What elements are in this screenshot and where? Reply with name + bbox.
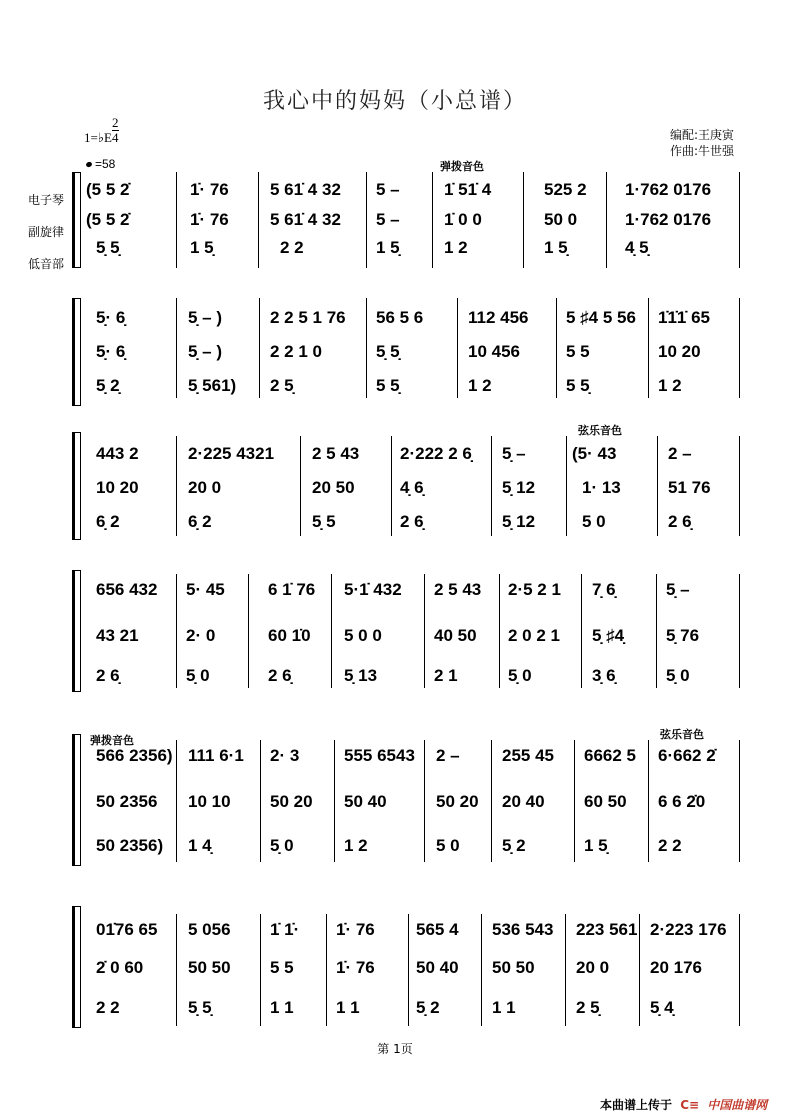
score-system-1 (72, 172, 772, 268)
barline (331, 574, 332, 688)
measure: 5̣ 5̣ (376, 342, 400, 361)
system-bracket (72, 432, 80, 540)
measure: 5̣ 561) (188, 376, 237, 395)
barline (424, 574, 425, 688)
system-bracket (72, 734, 80, 866)
timbre-mark-pluck: 弹拨音色 (90, 734, 134, 747)
measure: 112 456 (468, 308, 529, 327)
footer-brand[interactable]: 中国曲谱网 (707, 1098, 768, 1112)
measure: 2 6̣ (668, 512, 692, 531)
time-signature (112, 116, 119, 145)
measure: 5̣· 6̣ (96, 308, 126, 327)
measure: 5 056 (188, 920, 231, 939)
measure: 10 10 (188, 792, 231, 811)
measure: 2 6̣ (268, 666, 292, 685)
measure: 10 20 (96, 478, 139, 497)
barline (499, 574, 500, 688)
barline (260, 914, 261, 1026)
barline (739, 740, 740, 862)
measure: 5̣ 5 (312, 512, 336, 531)
measure: 6 6 2̇0 (658, 792, 706, 811)
barline (176, 574, 177, 688)
measure: 5̣ 76 (666, 626, 700, 645)
measure: 1 2 (344, 836, 368, 855)
measure: 2̇ 0 60 (96, 958, 144, 977)
barline (491, 740, 492, 862)
measure: 5 – (376, 180, 400, 199)
measure: 656 432 (96, 580, 158, 599)
timbre-mark-strings: 弦乐音色 (660, 728, 704, 741)
measure: 5̣ 2 (416, 998, 440, 1017)
measure: 5 ♯4 5 56 (566, 308, 636, 327)
measure: 1 5̣ (190, 238, 214, 257)
barline (739, 574, 740, 688)
barline (366, 298, 367, 398)
measure: 2 – (436, 746, 460, 765)
barline (258, 172, 259, 268)
barline (648, 298, 649, 398)
barline (657, 436, 658, 536)
measure: 5̣ 0 (270, 836, 294, 855)
measure: 3̣ 6̣ (592, 666, 616, 685)
measure: 1 1 (492, 998, 516, 1017)
measure: 5·1̇ 432 (344, 580, 402, 599)
barline (408, 914, 409, 1026)
measure: 6̣ 2 (188, 512, 212, 531)
measure: 60 50 (584, 792, 627, 811)
measure: (5 5 2̇ (86, 210, 130, 229)
barline (606, 172, 607, 268)
measure: 565 4 (416, 920, 459, 939)
barline (391, 436, 392, 536)
barline (739, 436, 740, 536)
barline (481, 914, 482, 1026)
score-system-6 (72, 906, 772, 1028)
measure: 1·762 0176 (625, 210, 712, 229)
measure: 2·223 176 (650, 920, 727, 939)
part-label-bass: 低音部 (28, 257, 65, 271)
barline (334, 740, 335, 862)
measure: 2 2 (658, 836, 682, 855)
part-labels (28, 184, 64, 280)
measure: 60 1̇0 (268, 626, 311, 645)
measure: 5 0 (436, 836, 460, 855)
barline (739, 298, 740, 398)
page-number: 第 1页 (377, 1042, 413, 1056)
tempo-marking (86, 157, 115, 171)
measure: 2 5 43 (312, 444, 360, 463)
measure: 5̣ 0 (666, 666, 690, 685)
measure: 1 2 (468, 376, 492, 395)
measure: 1 2 (444, 238, 468, 257)
measure: 1 5̣ (544, 238, 568, 257)
measure: 2 5̣ (576, 998, 600, 1017)
measure: 5 5 (270, 958, 294, 977)
measure: (5 5 2̇ (86, 180, 130, 199)
arranger-credit: 编配:王庚寅 (670, 128, 735, 142)
measure: 10 20 (658, 342, 701, 361)
measure: 50 20 (270, 792, 313, 811)
measure: 1̇· 76 (336, 920, 375, 939)
measure: 2· 3 (270, 746, 300, 765)
measure: 1̇· 76 (190, 180, 229, 199)
barline (432, 172, 433, 268)
barline (176, 740, 177, 862)
measure: 2 5̣ (270, 376, 294, 395)
measure: 4̣ 5̣ (625, 238, 649, 257)
measure: 525 2 (544, 180, 587, 199)
measure: 2 – (668, 444, 692, 463)
measure: 2· 0 (186, 626, 216, 645)
measure: 5 5̣ (376, 376, 400, 395)
measure: 20 0 (188, 478, 222, 497)
barline (574, 740, 575, 862)
measure: 5̣ 13 (344, 666, 378, 685)
barline (565, 914, 566, 1026)
measure: 2·225 4321 (188, 444, 275, 463)
measure: 50 40 (344, 792, 387, 811)
measure: 43 21 (96, 626, 139, 645)
measure: 1 5̣ (376, 238, 400, 257)
measure: 5̣ – (666, 580, 690, 599)
measure: 555 6543 (344, 746, 415, 765)
measure: 5̣ – (502, 444, 526, 463)
system-line (80, 172, 81, 268)
measure: 20 176 (650, 958, 702, 977)
barline (176, 298, 177, 398)
measure: 111 6·1 (188, 746, 244, 765)
time-bottom: 4 (112, 130, 119, 145)
measure: 5̣ 5̣ (96, 238, 120, 257)
barline (259, 298, 260, 398)
measure: 1 5̣ (584, 836, 608, 855)
score-system-3 (72, 432, 772, 540)
measure: 5· 45 (186, 580, 225, 599)
barline (556, 298, 557, 398)
measure: 1̇ 1̇· (270, 920, 300, 939)
measure: 2·222 2 6̣ (400, 444, 472, 463)
barline (581, 574, 582, 688)
measure: 443 2 (96, 444, 139, 463)
measure: 56 5 6 (376, 308, 424, 327)
measure: 6̣ 2 (96, 512, 120, 531)
measure: 50 2356 (96, 792, 158, 811)
measure: 5̣ 12 (502, 512, 536, 531)
measure: 5̣ 0 (186, 666, 210, 685)
barline (260, 740, 261, 862)
system-line (80, 570, 81, 692)
credits (670, 127, 734, 159)
system-line (80, 298, 81, 406)
site-logo-icon: C≡ (680, 1098, 700, 1112)
barline (300, 436, 301, 536)
measure: 5 61̇ 4 32 (270, 180, 341, 199)
measure: 536 543 (492, 920, 554, 939)
part-label-keyboard: 电子琴 (28, 193, 65, 207)
measure: 1· 13 (582, 478, 621, 497)
quarter-note-icon (85, 161, 93, 168)
measure: 5̣ 5̣ (188, 998, 212, 1017)
measure: 1 1 (336, 998, 360, 1017)
measure: 5 5 (566, 342, 590, 361)
measure: 6·662 2̇ (658, 746, 716, 765)
measure: 6 1̇ 76 (268, 580, 316, 599)
measure: 5 0 (582, 512, 606, 531)
measure: 4̣ 6̣ (400, 478, 424, 497)
barline (648, 740, 649, 862)
measure: 5̣ ♯4̣ (592, 626, 625, 645)
measure: 2 5 43 (434, 580, 482, 599)
time-top: 2 (112, 115, 119, 130)
measure: 1̇ 0 0 (444, 210, 482, 229)
measure: 223 561 (576, 920, 638, 939)
measure: 50 50 (188, 958, 231, 977)
measure: 7̣ 6̣ (592, 580, 616, 599)
measure: 40 50 (434, 626, 477, 645)
measure: 2 2 5 1 76 (270, 308, 346, 327)
system-bracket (72, 298, 80, 406)
measure: 5̣ 0 (508, 666, 532, 685)
measure: 1̇ 51̇ 4 (444, 180, 492, 199)
measure: 2·5 2 1 (508, 580, 561, 599)
measure: 255 45 (502, 746, 554, 765)
measure: 5̣ 4̣ (650, 998, 674, 1017)
barline (523, 172, 524, 268)
barline (326, 914, 327, 1026)
score-system-2 (72, 298, 772, 406)
measure: 51 76 (668, 478, 711, 497)
measure: 5 5̣ (566, 376, 590, 395)
measure: 20 40 (502, 792, 545, 811)
measure: 5 61̇ 4 32 (270, 210, 341, 229)
system-bracket (72, 906, 80, 1028)
measure: 1 2 (658, 376, 682, 395)
measure: 1̇· 76 (190, 210, 229, 229)
measure: 1·762 0176 (625, 180, 712, 199)
measure: 50 20 (436, 792, 479, 811)
measure: 5̣ 2̣ (96, 376, 120, 395)
measure: 566 2356) (96, 746, 173, 765)
part-label-countermelody: 副旋律 (28, 225, 65, 239)
measure: 20 50 (312, 478, 355, 497)
system-bracket (72, 172, 80, 268)
measure: 5 – (376, 210, 400, 229)
measure: 2 6̣ (96, 666, 120, 685)
barline (566, 436, 567, 536)
measure: 2 0 2 1 (508, 626, 560, 645)
barline (424, 740, 425, 862)
barline (248, 574, 249, 688)
barline (739, 914, 740, 1026)
measure: 2 1 (434, 666, 458, 685)
barline (457, 298, 458, 398)
system-bracket (72, 570, 80, 692)
measure: 2 2 (96, 998, 120, 1017)
footer-watermark (600, 1096, 767, 1113)
score-system-4 (72, 570, 772, 692)
barline (176, 436, 177, 536)
measure: 20 0 (576, 958, 610, 977)
measure: 1 1 (270, 998, 294, 1017)
key-signature: 1=♭E (84, 130, 112, 145)
timbre-mark-strings: 弦乐音色 (578, 424, 622, 437)
measure: 1̇· 76 (336, 958, 375, 977)
measure: 10 456 (468, 342, 520, 361)
measure: (5· 43 (572, 444, 617, 463)
footer-text: 本曲谱上传于 (600, 1098, 673, 1112)
measure: 01̇76 65 (96, 920, 158, 939)
measure: 50 50 (492, 958, 535, 977)
barline (639, 914, 640, 1026)
barline (491, 436, 492, 536)
system-line (80, 734, 81, 866)
measure: 5̣· 6̣ (96, 342, 126, 361)
measure: 5̣ – ) (188, 342, 223, 361)
measure: 50 0 (544, 210, 578, 229)
measure: 5̣ 12 (502, 478, 536, 497)
measure: 50 40 (416, 958, 459, 977)
tempo-value: =58 (95, 157, 116, 171)
score-system-5 (72, 734, 772, 866)
composer-credit: 作曲:牛世强 (670, 144, 735, 158)
measure: 5̣ – ) (188, 308, 223, 327)
barline (656, 574, 657, 688)
barline (176, 914, 177, 1026)
score-title: 我心中的妈妈（小总谱） (262, 89, 527, 114)
measure: 2 2 (280, 238, 304, 257)
measure: 5̣ 2 (502, 836, 526, 855)
barline (176, 172, 177, 268)
measure: 6662 5 (584, 746, 636, 765)
measure: 2 6̣ (400, 512, 424, 531)
measure: 1 4̣ (188, 836, 212, 855)
measure: 50 2356) (96, 836, 164, 855)
system-line (80, 432, 81, 540)
barline (739, 172, 740, 268)
measure: 1̇1̇1̇ 65 (658, 308, 710, 327)
timbre-mark-pluck: 弹拨音色 (440, 160, 484, 173)
measure: 5 0 0 (344, 626, 382, 645)
barline (366, 172, 367, 268)
measure: 2 2 1 0 (270, 342, 322, 361)
system-line (80, 906, 81, 1028)
